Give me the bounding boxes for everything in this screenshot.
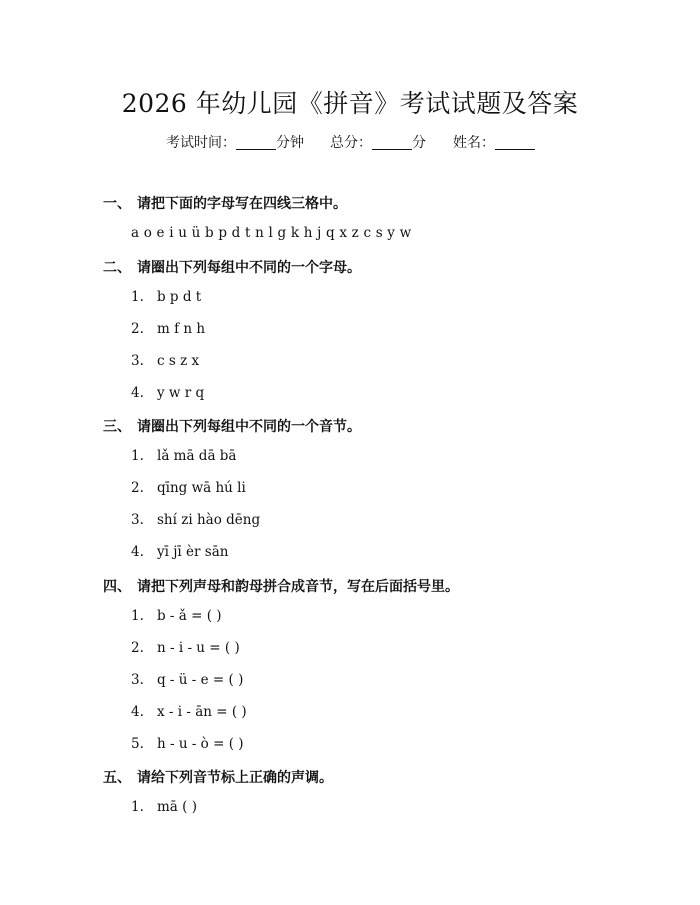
item-number: 4.	[131, 544, 144, 560]
section-heading	[103, 767, 333, 787]
question-item	[131, 672, 243, 688]
item-text: h - u - ò = ( )	[157, 736, 244, 752]
question-item	[131, 321, 205, 337]
question-item	[131, 480, 246, 496]
exam-time-unit: 分钟	[276, 135, 304, 151]
section-instruction: 请圈出下列每组中不同的一个字母。	[137, 260, 361, 276]
student-name-blank[interactable]	[495, 135, 535, 150]
question-item	[131, 704, 247, 720]
item-number: 3.	[131, 353, 144, 369]
item-number: 1.	[131, 608, 144, 624]
item-number: 2.	[131, 480, 144, 496]
question-item	[131, 448, 236, 464]
question-item	[131, 544, 228, 560]
item-text: n - i - u = ( )	[157, 640, 240, 656]
question-item	[131, 385, 204, 401]
item-text: x - i - ān = ( )	[157, 704, 247, 720]
section-heading	[103, 257, 361, 277]
question-item	[131, 640, 240, 656]
page-title: 2026 年幼儿园《拼音》考试试题及答案	[121, 89, 579, 118]
item-number: 2.	[131, 321, 144, 337]
item-text: qīng wā hú li	[157, 480, 246, 496]
question-item	[131, 608, 222, 624]
section-number: 五、	[103, 770, 131, 786]
question-item	[131, 353, 199, 369]
item-text: b p d t	[157, 289, 202, 305]
section-number: 一、	[103, 196, 131, 212]
item-text: b - ǎ = ( )	[157, 608, 222, 624]
question-item	[131, 512, 260, 528]
item-text: mā ( )	[157, 799, 197, 815]
alphabet-letters: a o e i u ü b p d t n l g k h j q x z c s y w	[131, 225, 412, 241]
total-score-blank[interactable]	[372, 135, 412, 150]
item-number: 5.	[131, 736, 144, 752]
exam-time-field	[166, 132, 304, 152]
item-text: lǎ mā dā bā	[157, 448, 237, 464]
item-text: q - ü - e = ( )	[157, 672, 244, 688]
item-text: c s z x	[157, 353, 200, 369]
item-number: 1.	[131, 289, 144, 305]
item-text: y w r q	[157, 385, 205, 401]
question-item	[131, 799, 197, 815]
question-item	[131, 736, 244, 752]
item-number: 1.	[131, 799, 144, 815]
item-number: 3.	[131, 512, 144, 528]
item-number: 3.	[131, 672, 144, 688]
section-instruction: 请给下列音节标上正确的声调。	[137, 770, 333, 786]
item-text: shí zi hào dēng	[157, 512, 261, 528]
section-instruction: 请圈出下列每组中不同的一个音节。	[137, 419, 361, 435]
student-name-field	[453, 132, 535, 152]
section-number: 二、	[103, 260, 131, 276]
student-name-label: 姓名：	[453, 135, 495, 151]
section-heading	[103, 416, 361, 436]
total-score-field	[330, 132, 426, 152]
section-instruction: 请把下面的字母写在四线三格中。	[137, 196, 347, 212]
section-number: 三、	[103, 419, 131, 435]
item-number: 4.	[131, 704, 144, 720]
section-instruction: 请把下列声母和韵母拼合成音节，写在后面括号里。	[137, 579, 459, 595]
section-heading	[103, 193, 347, 213]
item-text: m f n h	[157, 321, 206, 337]
exam-time-label: 考试时间：	[166, 135, 236, 151]
section-number: 四、	[103, 579, 131, 595]
item-number: 4.	[131, 385, 144, 401]
item-number: 1.	[131, 448, 144, 464]
total-score-label: 总分：	[330, 135, 372, 151]
question-item	[131, 289, 201, 305]
item-text: yī jī èr sān	[157, 544, 229, 560]
item-number: 2.	[131, 640, 144, 656]
total-score-unit: 分	[412, 135, 426, 151]
exam-time-blank[interactable]	[236, 135, 276, 150]
section-heading	[103, 576, 459, 596]
